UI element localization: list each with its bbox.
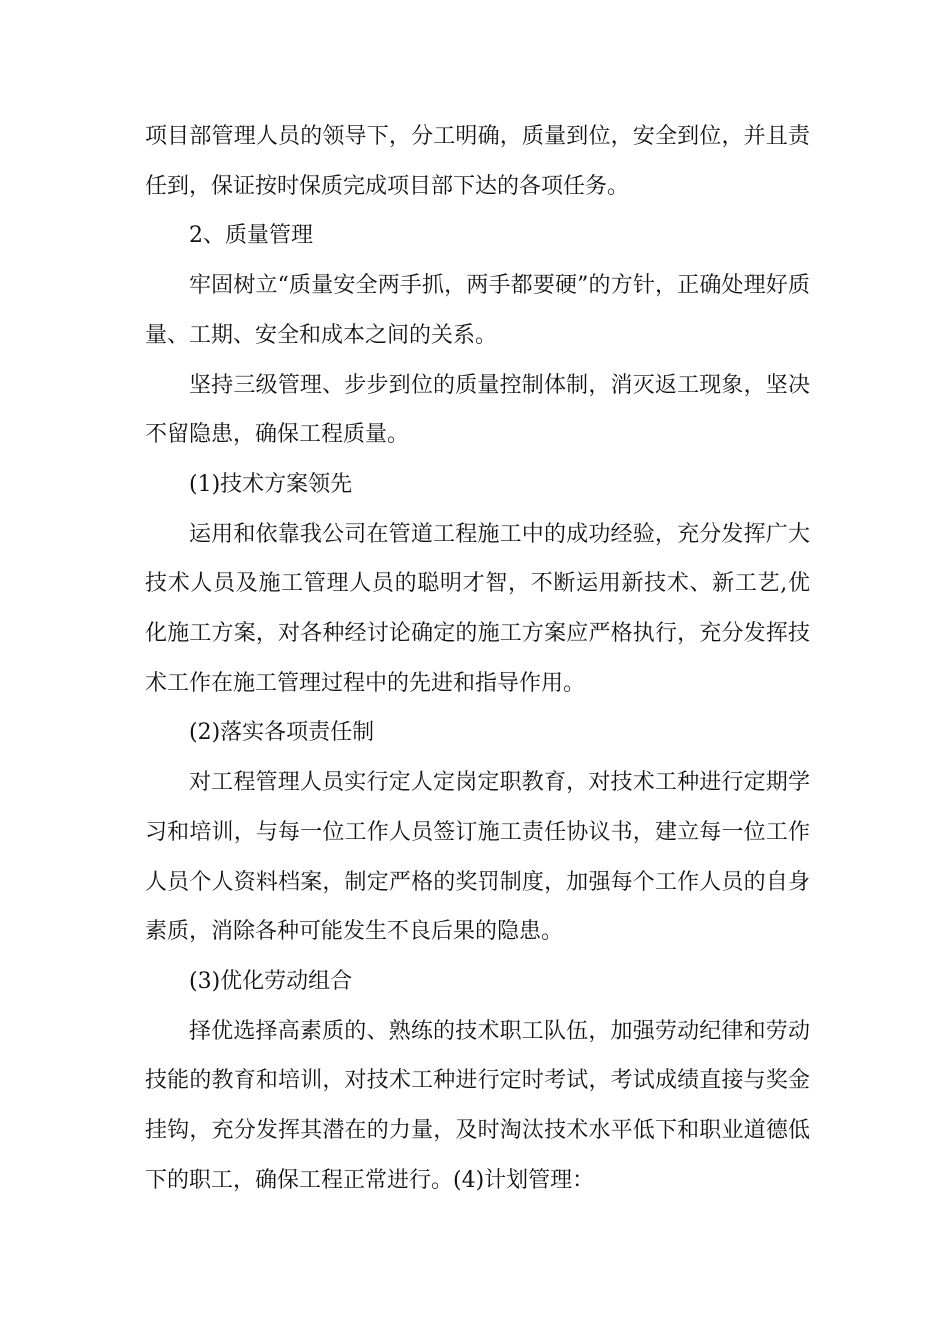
subsection-heading: (3)优化劳动组合 bbox=[189, 968, 353, 994]
paragraph: 运用和依靠我公司在管道工程施工中的成功经验，充分发挥广大技术人员及施工管理人员的聪明才智，不断运用新技术、新工艺,优化施工方案，对各种经讨论确定的施工方案应严格执行，充分发挥技术工作在施工管理过程中的先进和指导作用。 bbox=[145, 521, 810, 696]
paragraph: 牢固树立“质量安全两手抓，两手都要硬”的方针，正确处理好质量、工期、安全和成本之间的关系。 bbox=[145, 273, 810, 348]
document-body bbox=[145, 112, 810, 1205]
subsection-heading: (2)落实各项责任制 bbox=[189, 720, 375, 746]
paragraph: 坚持三级管理、步步到位的质量控制体制，消灭返工现象，坚决不留隐患，确保工程质量。 bbox=[145, 372, 810, 448]
subsection-heading: (1)技术方案领先 bbox=[189, 471, 353, 497]
section-heading: 2、质量管理 bbox=[189, 223, 313, 249]
paragraph: 对工程管理人员实行定人定岗定职教育，对技术工种进行定期学习和培训，与每一位工作人员签订施工责任协议书，建立每一位工作人员个人资料档案，制定严格的奖罚制度，加强每个工作人员的自身素质，消除各种可能发生不良后果的隐患。 bbox=[145, 770, 810, 945]
paragraph: 择优选择高素质的、熟练的技术职工队伍，加强劳动纪律和劳动技能的教育和培训，对技术工种进行定时考试，考试成绩直接与奖金挂钩，充分发挥其潜在的力量，及时淘汰技术水平低下和职业道德低下的职工，确保工程正常进行。(4)计划管理： bbox=[145, 1018, 810, 1193]
paragraph: 项目部管理人员的领导下，分工明确，质量到位，安全到位，并且责任到，保证按时保质完成项目部下达的各项任务。 bbox=[145, 124, 810, 199]
